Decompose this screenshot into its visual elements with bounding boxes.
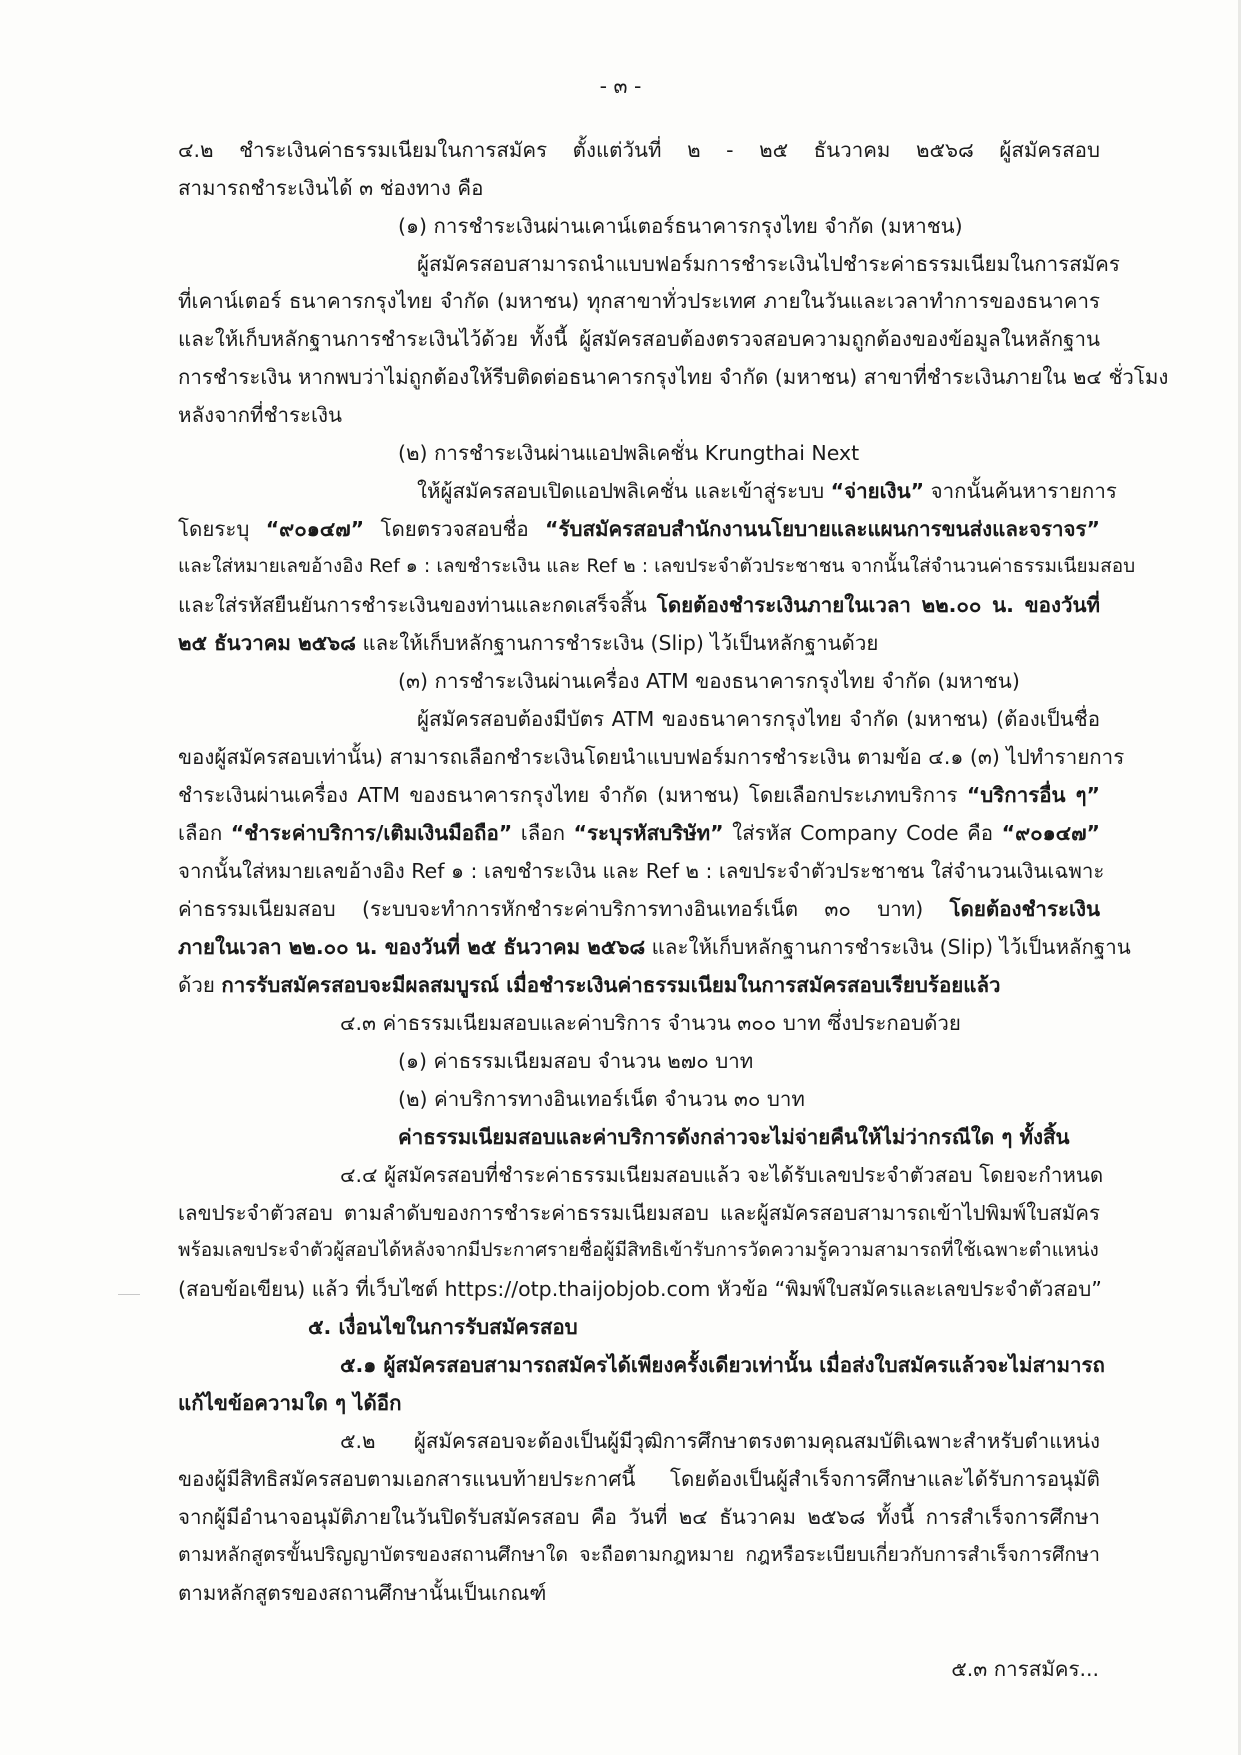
paragraph-line: เลขประจำตัวสอบ ตามลำดับของการชำระค่าธรรมเนียมสอบ และผู้สมัครสอบสามารถเข้าไปพิมพ์ใบสมัคร xyxy=(178,1201,1100,1225)
paragraph-line: สามารถชำระเงินได้ ๓ ช่องทาง คือ xyxy=(178,176,484,200)
text-run: ด้วย xyxy=(178,973,222,997)
paragraph-line: และใส่หมายเลขอ้างอิง Ref ๑ : เลขชำระเงิน และ Ref ๒ : เลขประจำตัวประชาชน จากนั้นใส่จำนวนค่าธรรมเนียมสอบ xyxy=(178,555,1136,577)
paragraph-line xyxy=(178,975,1001,996)
paragraph-line xyxy=(178,519,1100,540)
bold-text-run: ๒๕ ธันวาคม ๒๕๖๘ xyxy=(178,631,356,655)
text-run: จากนั้นค้นหารายการ xyxy=(924,479,1117,503)
paragraph-line xyxy=(178,899,1100,920)
bold-text-run: โดยต้องชำระเงิน xyxy=(949,897,1100,921)
text-run: ค่าธรรมเนียมสอบ (ระบบจะทำการหักชำระค่าบริการทางอินเทอร์เน็ต ๓๐ บาท) xyxy=(178,897,950,921)
text-run: โดยระบุ xyxy=(178,517,266,541)
fee-note: ค่าธรรมเนียมสอบและค่าบริการดังกล่าวจะไม่จ่ายคืนให้ไม่ว่ากรณีใด ๆ ทั้งสิ้น xyxy=(398,1125,1070,1149)
paragraph-line xyxy=(417,479,1117,503)
paragraph-line: พร้อมเลขประจำตัวผู้สอบได้หลังจากมีประกาศรายชื่อผู้มีสิทธิเข้ารับการวัดความรู้ความสามารถที่ใช้เฉพาะตำแหน่ง xyxy=(178,1239,1099,1261)
channel-heading: (๒) การชำระเงินผ่านแอปพลิเคชั่น Krungthai Next xyxy=(398,441,860,465)
text-run: ใส่รหัส Company Code คือ xyxy=(723,821,1002,845)
paragraph-line xyxy=(178,633,878,654)
continuation-marker: ๕.๓ การสมัคร... xyxy=(951,1657,1099,1681)
text-run: เลือก xyxy=(178,821,231,845)
section-heading: ๕. เงื่อนไขในการรับสมัครสอบ xyxy=(308,1315,578,1339)
text-run: เลือก xyxy=(512,821,574,845)
paragraph-line xyxy=(178,785,1100,806)
paragraph-line: หลังจากที่ชำระเงิน xyxy=(178,403,343,427)
paragraph-line: (สอบข้อเขียน) แล้ว ที่เว็บไซต์ https://otp.thaijobjob.com หัวข้อ “พิมพ์ใบสมัครและเลขประจำตัวสอบ” xyxy=(178,1277,1102,1301)
bold-text-run: “รับสมัครสอบสำนักงานนโยบายและแผนการขนส่งและจราจร” xyxy=(545,517,1100,541)
bold-text-run: “๙๐๑๔๗” xyxy=(265,517,365,541)
text-run: และใส่รหัสยืนยันการชำระเงินของท่านและกดเสร็จสิ้น xyxy=(178,593,657,617)
bold-text-run: “๙๐๑๔๗” xyxy=(1001,821,1101,845)
paragraph-line xyxy=(178,595,1100,616)
paragraph-line xyxy=(178,823,1100,844)
paragraph-line: จากนั้นใส่หมายเลขอ้างอิง Ref ๑ : เลขชำระเงิน และ Ref ๒ : เลขประจำตัวประชาชน ใส่จำนวนเงินเฉพาะ xyxy=(178,859,1105,883)
list-item: (๑) ค่าธรรมเนียมสอบ จำนวน ๒๗๐ บาท xyxy=(398,1049,754,1073)
bold-text-run: “ระบุรหัสบริษัท” xyxy=(573,821,724,845)
paragraph-line: ๔.๔ ผู้สมัครสอบที่ชำระค่าธรรมเนียมสอบแล้ว จะได้รับเลขประจำตัวสอบ โดยจะกำหนด xyxy=(340,1163,1104,1187)
text-run: ชำระเงินผ่านเครื่อง ATM ของธนาคารกรุงไทย จำกัด (มหาชน) โดยเลือกประเภทบริการ xyxy=(178,783,967,807)
bold-text-run: “บริการอื่น ๆ” xyxy=(966,783,1100,807)
paragraph-line: ของผู้มีสิทธิสมัครสอบตามเอกสารแนบท้ายประกาศนี้ โดยต้องเป็นผู้สำเร็จการศึกษาและได้รับการอนุมัติ xyxy=(178,1467,1100,1491)
bold-text-run: ภายในเวลา ๒๒.๐๐ น. ของวันที่ ๒๕ ธันวาคม ๒๕๖๘ xyxy=(178,935,646,959)
paragraph-line: จากผู้มีอำนาจอนุมัติภายในวันปิดรับสมัครสอบ คือ วันที่ ๒๔ ธันวาคม ๒๕๖๘ ทั้งนี้ การสำเร็จการศึกษา xyxy=(178,1505,1100,1529)
bold-text-run: “ชำระค่าบริการ/เติมเงินมือถือ” xyxy=(230,821,513,845)
bold-text-run: “จ่ายเงิน” xyxy=(830,479,925,503)
channel-heading: (๑) การชำระเงินผ่านเคาน์เตอร์ธนาคารกรุงไทย จำกัด (มหาชน) xyxy=(398,214,963,238)
text-run: และให้เก็บหลักฐานการชำระเงิน (Slip) ไว้เป็นหลักฐานด้วย xyxy=(355,631,879,655)
scan-speck xyxy=(118,1294,140,1295)
bold-text-run: การรับสมัครสอบจะมีผลสมบูรณ์ เมื่อชำระเงินค่าธรรมเนียมในการสมัครสอบเรียบร้อยแล้ว xyxy=(221,973,1001,997)
paragraph-line: การชำระเงิน หากพบว่าไม่ถูกต้องให้รีบติดต่อธนาคารกรุงไทย จำกัด (มหาชน) สาขาที่ชำระเงินภายใน ๒๔ ชั่วโมง xyxy=(178,365,1169,389)
paragraph-line xyxy=(178,935,1131,959)
paragraph-line: ๕.๒ ผู้สมัครสอบจะต้องเป็นผู้มีวุฒิการศึกษาตรงตามคุณสมบัติเฉพาะสำหรับตำแหน่ง xyxy=(340,1429,1100,1453)
paragraph-line: ๔.๒ ชำระเงินค่าธรรมเนียมในการสมัคร ตั้งแต่วันที่ ๒ - ๒๕ ธันวาคม ๒๕๖๘ ผู้สมัครสอบ xyxy=(178,138,1100,162)
paragraph-line: ตามหลักสูตรขั้นปริญญาบัตรของสถานศึกษาใด จะถือตามกฎหมาย กฎหรือระเบียบเกี่ยวกับการสำเร็จการศึกษา xyxy=(178,1543,1100,1566)
text-run: และให้เก็บหลักฐานการชำระเงิน (Slip) ไว้เป็นหลักฐาน xyxy=(645,935,1131,959)
paragraph-line: ตามหลักสูตรของสถานศึกษานั้นเป็นเกณฑ์ xyxy=(178,1581,547,1605)
bold-text-run: โดยต้องชำระเงินภายในเวลา ๒๒.๐๐ น. ของวันที่ xyxy=(656,593,1100,617)
list-item: (๒) ค่าบริการทางอินเทอร์เน็ต จำนวน ๓๐ บาท xyxy=(398,1087,805,1111)
paragraph-line: และให้เก็บหลักฐานการชำระเงินไว้ด้วย ทั้งนี้ ผู้สมัครสอบต้องตรวจสอบความถูกต้องของข้อมูลในหลักฐาน xyxy=(178,327,1100,351)
section-heading: ๔.๓ ค่าธรรมเนียมสอบและค่าบริการ จำนวน ๓๐๐ บาท ซึ่งประกอบด้วย xyxy=(340,1011,961,1035)
paragraph-line: แก้ไขข้อความใด ๆ ได้อีก xyxy=(178,1391,402,1415)
paragraph-line: ผู้สมัครสอบต้องมีบัตร ATM ของธนาคารกรุงไทย จำกัด (มหาชน) (ต้องเป็นชื่อ xyxy=(417,707,1100,731)
channel-heading: (๓) การชำระเงินผ่านเครื่อง ATM ของธนาคารกรุงไทย จำกัด (มหาชน) xyxy=(398,669,1020,693)
page-number: - ๓ - xyxy=(599,74,642,98)
paragraph-line: ผู้สมัครสอบสามารถนำแบบฟอร์มการชำระเงินไปชำระค่าธรรมเนียมในการสมัคร xyxy=(417,252,1120,276)
paragraph-line: ของผู้สมัครสอบเท่านั้น) สามารถเลือกชำระเงินโดยนำแบบฟอร์มการชำระเงิน ตามข้อ ๔.๑ (๓) ไปทำรายการ xyxy=(178,745,1125,769)
text-run: ให้ผู้สมัครสอบเปิดแอปพลิเคชั่น และเข้าสู่ระบบ xyxy=(417,479,831,503)
paragraph-line: ๕.๑ ผู้สมัครสอบสามารถสมัครได้เพียงครั้งเดียวเท่านั้น เมื่อส่งใบสมัครแล้วจะไม่สามารถ xyxy=(340,1353,1105,1377)
text-run: โดยตรวจสอบชื่อ xyxy=(364,517,546,541)
paragraph-line: ที่เคาน์เตอร์ ธนาคารกรุงไทย จำกัด (มหาชน) ทุกสาขาทั่วประเทศ ภายในวันและเวลาทำการของธนาคาร xyxy=(178,289,1100,313)
